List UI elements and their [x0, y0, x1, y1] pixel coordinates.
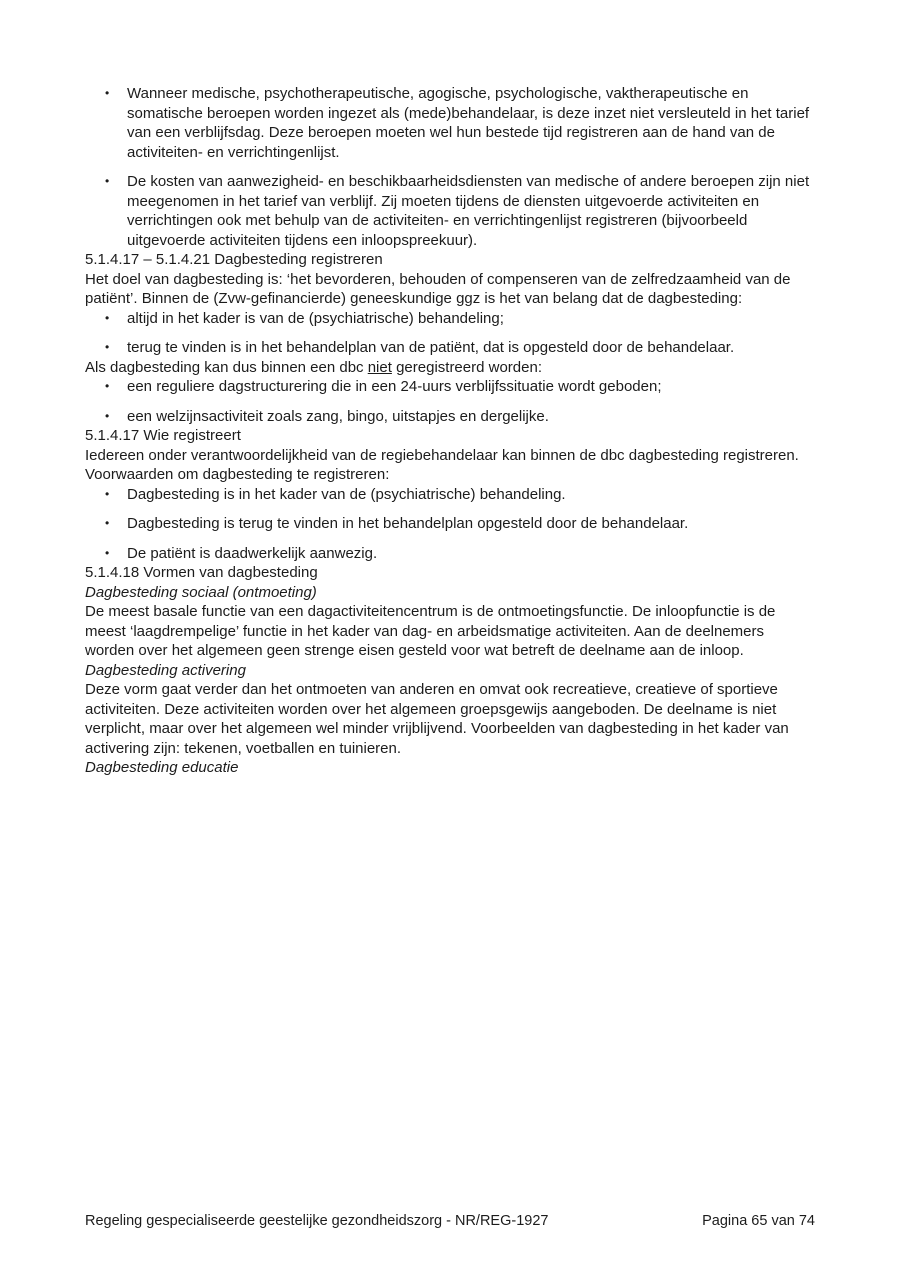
footer-page-number: Pagina 65 van 74: [702, 1213, 815, 1229]
paragraph-niet-geregistreerd: [85, 358, 815, 378]
paragraph-wie-registreert: Iedereen onder verantwoordelijkheid van de regiebehandelaar kan binnen de dbc dagbesteding registreren. Voorwaarden om dagbesteding te registreren:: [85, 446, 799, 483]
list-item: • terug te vinden is in het behandelplan van de patiënt, dat is opgesteld door de behandelaar.: [85, 338, 815, 358]
intro-bullet-list: [85, 84, 815, 250]
paragraph-doel-dagbesteding: Het doel van dagbesteding is: ‘het bevorderen, behouden of compenseren van de zelfredzaamheid van de patiënt’. Binnen de (Zvw-gefinancierde) geneeskundige ggz is het van belang dat de dagbesteding:: [85, 270, 791, 307]
section-heading-vormen: 5.1.4.18 Vormen van dagbesteding: [85, 564, 318, 581]
wie-registreert-bullet-list: [85, 485, 815, 564]
footer-document-title: Regeling gespecialiseerde geestelijke gezondheidszorg - NR/REG-1927: [85, 1213, 549, 1229]
list-item: • een reguliere dagstructurering die in een 24-uurs verblijfssituatie wordt geboden;: [85, 377, 815, 397]
list-item: • De patiënt is daadwerkelijk aanwezig.: [85, 544, 815, 564]
list-item: • Wanneer medische, psychotherapeutische, agogische, psychologische, vaktherapeutische en somatische beroepen worden ingezet als (mede)behandelaar, is deze inzet niet versleuteld in het tarief van een verblijfsdag. Deze beroepen moeten wel hun bestede tijd registreren aan de hand van de activiteiten- en verrichtingenlijst.: [85, 84, 815, 162]
registreren-bullet-list: [85, 309, 815, 358]
text-segment: Als dagbesteding kan dus binnen een dbc: [85, 358, 368, 376]
text-segment: geregistreerd worden:: [391, 358, 542, 376]
list-item: • Dagbesteding is in het kader van de (psychiatrische) behandeling.: [85, 485, 815, 505]
list-item: • Dagbesteding is terug te vinden in het behandelplan opgesteld door de behandelaar.: [85, 514, 815, 534]
subheading-educatie: Dagbesteding educatie: [85, 759, 239, 776]
underlined-word: niet: [367, 358, 392, 376]
paragraph-activering: Deze vorm gaat verder dan het ontmoeten van anderen en omvat ook recreatieve, creatieve of sportieve activiteiten. Deze activiteiten worden over het algemeen groepsgewijs aangeboden. De deelname is niet verplicht, maar over het algemeen wel minder vrijblijvend. Voorbeelden van dagbesteding in het kader van activering zijn: tekenen, voetballen en tuinieren.: [85, 681, 789, 757]
niet-geregistreerd-bullet-list: [85, 377, 815, 426]
paragraph-sociaal: De meest basale functie van een dagactiviteitencentrum is de ontmoetingsfunctie. De inloopfunctie is de meest ‘laagdrempelige’ functie in het kader van dag- en arbeidsmatige activiteiten. Aan de deelnemers worden over het algemeen geen strenge eisen gesteld voor wat betreft de deelname aan de inloop.: [85, 603, 776, 659]
section-heading-wie-registreert: 5.1.4.17 Wie registreert: [85, 427, 241, 444]
page-footer: [85, 1212, 815, 1231]
list-item: • De kosten van aanwezigheid- en beschikbaarheidsdiensten van medische of andere beroepen zijn niet meegenomen in het tarief van verblijf. Zij moeten tijdens de diensten uitgevoerde activiteiten en verrichtingen ook met behulp van de activiteiten- en verrichtingenlijst registreren (bijvoorbeeld uitgevoerde activiteiten tijdens een inloopspreekuur).: [85, 172, 815, 250]
subheading-sociaal: Dagbesteding sociaal (ontmoeting): [85, 583, 317, 601]
list-item: • een welzijnsactiviteit zoals zang, bingo, uitstapjes en dergelijke.: [85, 407, 815, 427]
section-heading-dagbesteding-registreren: 5.1.4.17 – 5.1.4.21 Dagbesteding registreren: [85, 251, 383, 268]
list-item: • altijd in het kader is van de (psychiatrische) behandeling;: [85, 309, 815, 329]
subheading-activering: Dagbesteding activering: [85, 661, 246, 679]
